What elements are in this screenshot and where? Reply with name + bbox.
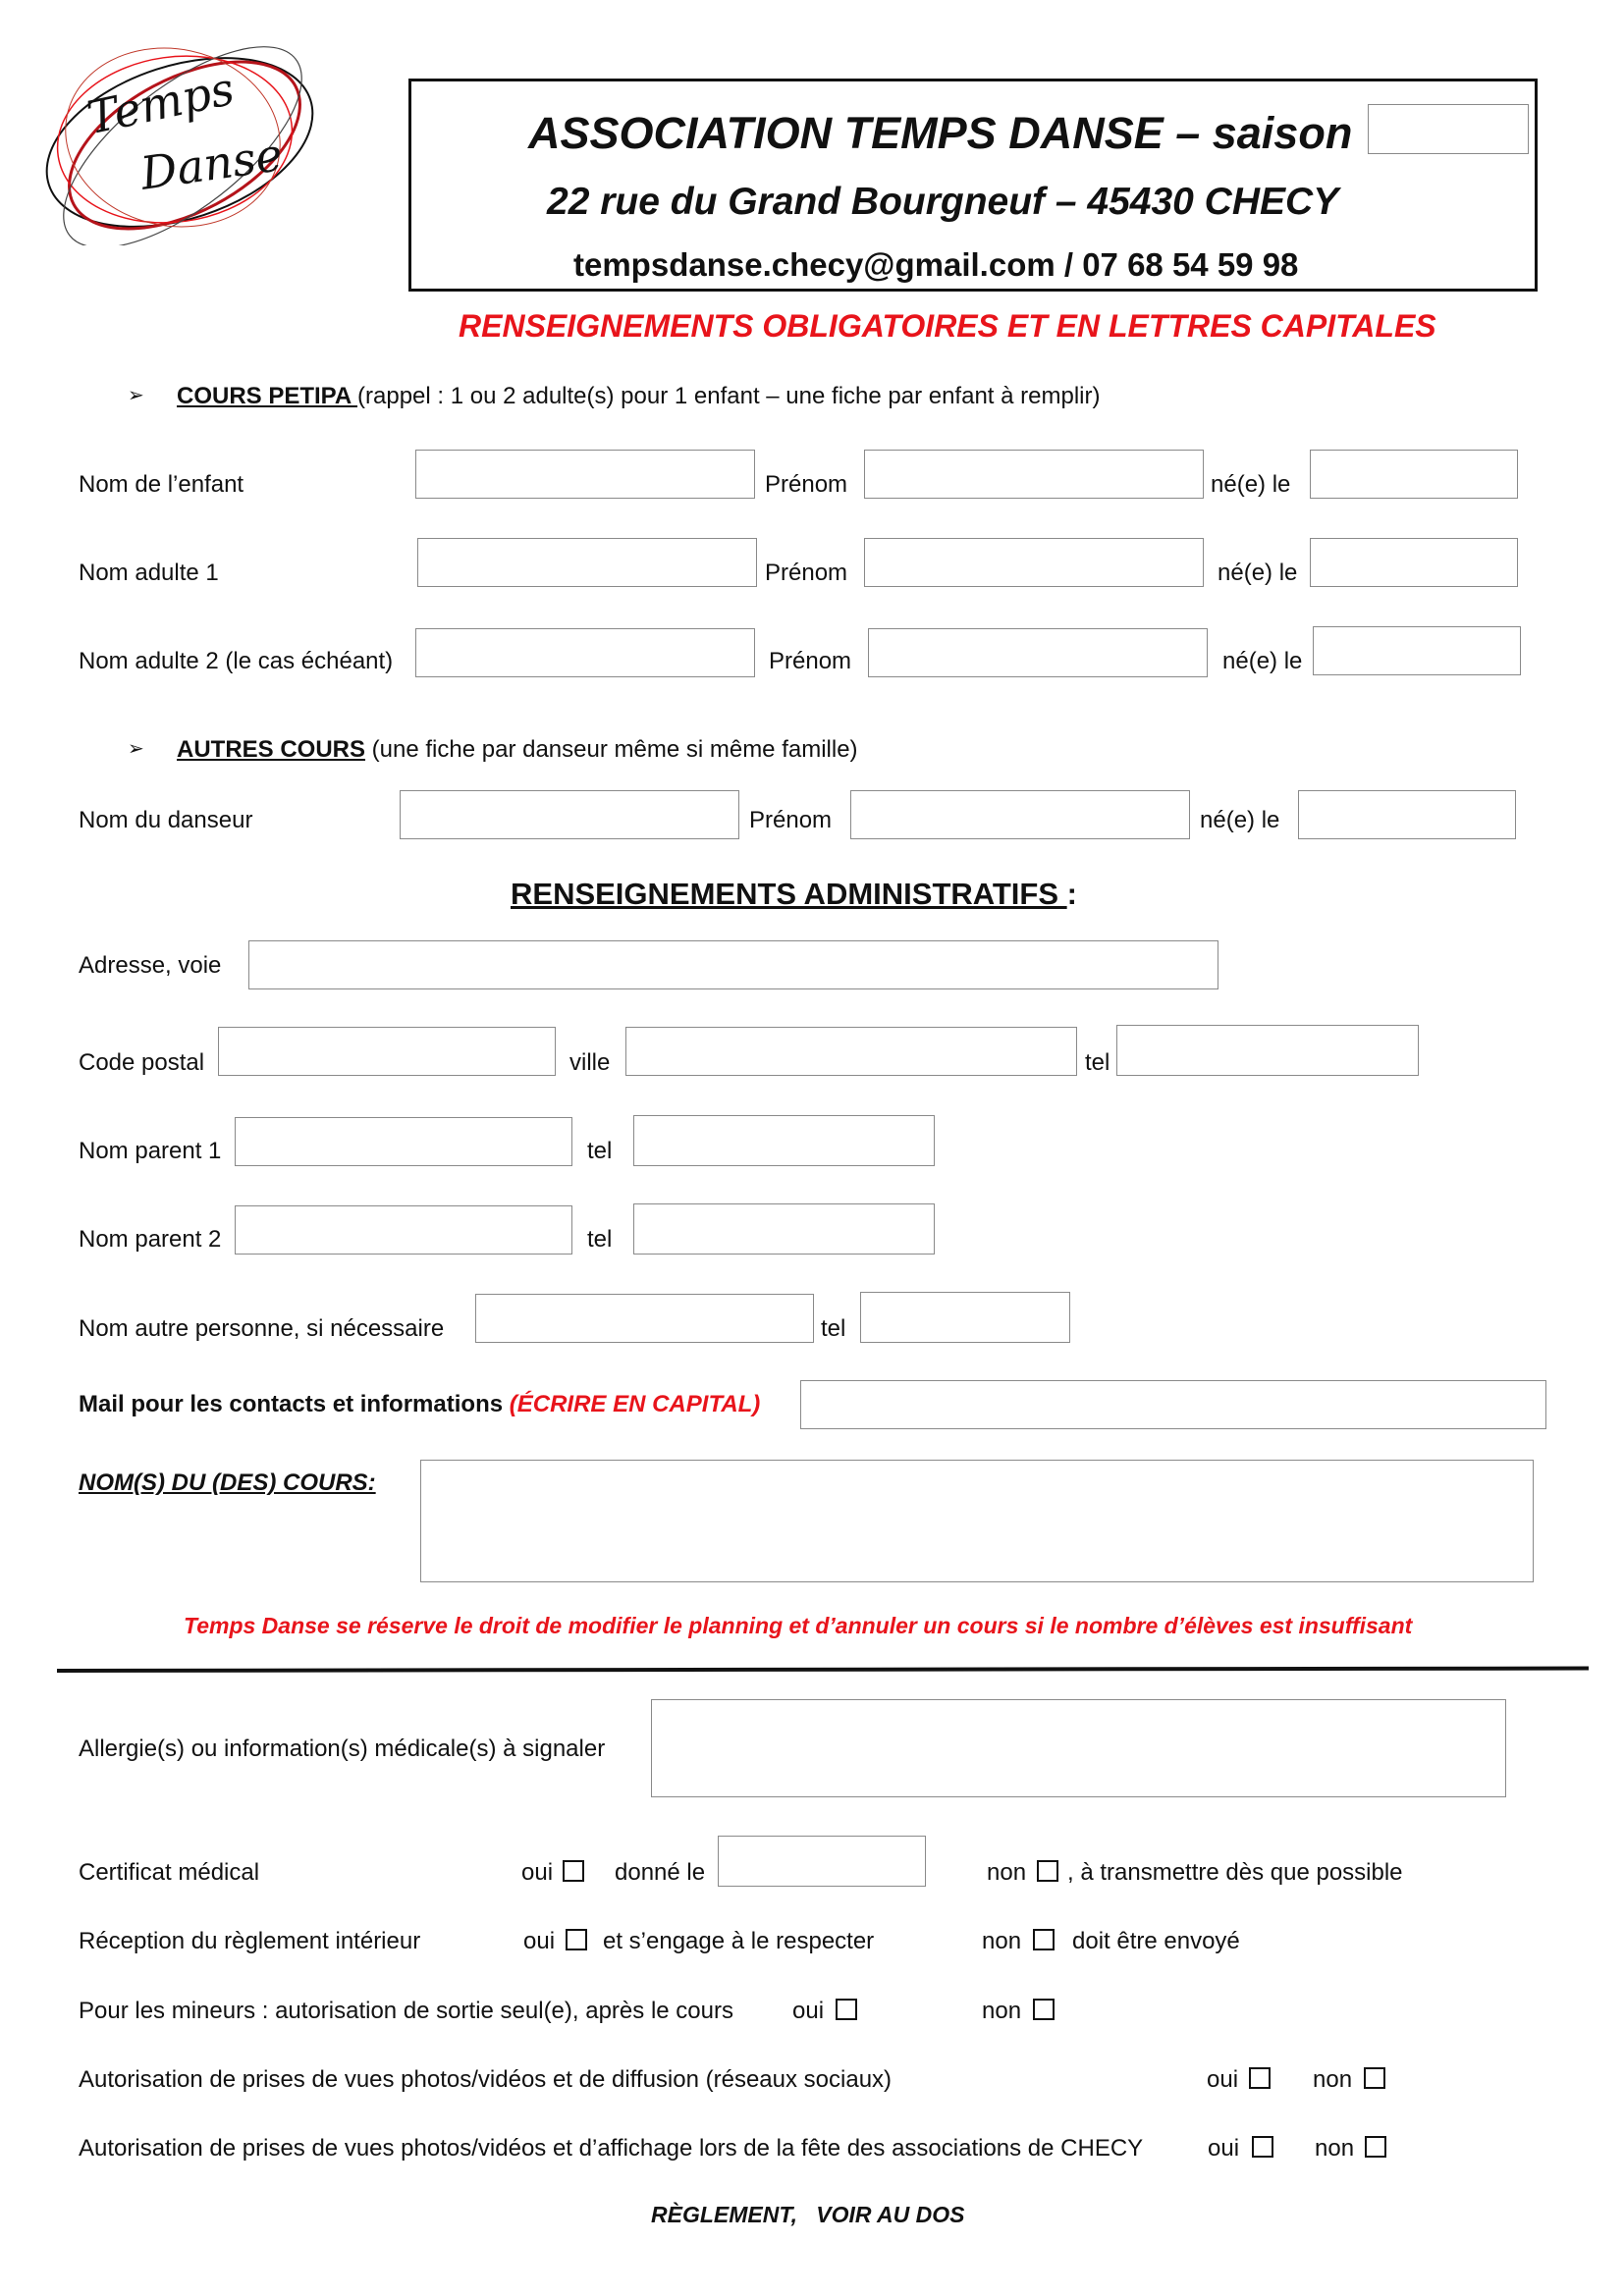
address-field[interactable] (248, 940, 1218, 989)
medical-cert-yes-checkbox[interactable] (563, 1860, 584, 1882)
mail-label-group (79, 1391, 760, 1418)
bullet-icon: ➢ (128, 385, 144, 406)
admin-heading (511, 877, 1077, 912)
rules-no-label: non (982, 1928, 1022, 1954)
child-name-label: Nom de l’enfant (79, 471, 244, 498)
section-divider (57, 1667, 1589, 1673)
city-label: ville (569, 1049, 611, 1076)
parent1-tel-field[interactable] (633, 1115, 935, 1166)
other-person-field[interactable] (475, 1294, 814, 1343)
mail-label: Mail pour les contacts et informations (79, 1391, 504, 1417)
photo-social-yes-label: oui (1207, 2066, 1239, 2093)
photo-social-no-checkbox[interactable] (1364, 2067, 1385, 2089)
dancer-prenom-field[interactable] (850, 790, 1190, 839)
petipa-title: COURS PETIPA (177, 383, 358, 409)
autres-note: (une fiche par danseur même si même famille) (365, 736, 858, 763)
dancer-prenom-label: Prénom (749, 807, 833, 833)
rules-label: Réception du règlement intérieur (79, 1928, 421, 1954)
minors-exit-yes-label: oui (792, 1998, 825, 2024)
admin-title: RENSEIGNEMENTS ADMINISTRATIFS (511, 877, 1067, 911)
postal-code-field[interactable] (218, 1027, 556, 1076)
autres-title: AUTRES COURS (177, 736, 366, 763)
minors-exit-no-label: non (982, 1998, 1022, 2024)
tel-label: tel (1085, 1049, 1110, 1076)
parent2-tel-label: tel (587, 1226, 613, 1253)
adult1-name-label: Nom adulte 1 (79, 560, 219, 586)
dancer-birth-field[interactable] (1298, 790, 1516, 839)
allergy-field[interactable] (651, 1699, 1506, 1797)
photo-festival-no-checkbox[interactable] (1365, 2136, 1386, 2158)
header-address: 22 rue du Grand Bourgneuf – 45430 CHECY (547, 181, 1339, 223)
bullet-icon: ➢ (128, 738, 144, 760)
medical-cert-date-label: donné le (615, 1859, 706, 1886)
petipa-heading (177, 383, 1100, 410)
autres-heading (177, 736, 858, 764)
adult2-name-field[interactable] (415, 628, 755, 677)
other-person-tel-field[interactable] (860, 1292, 1070, 1343)
medical-cert-transmit-label: , à transmettre dès que possible (1067, 1859, 1403, 1886)
photo-social-yes-checkbox[interactable] (1249, 2067, 1271, 2089)
adult1-birth-field[interactable] (1310, 538, 1518, 587)
medical-cert-label: Certificat médical (79, 1859, 260, 1886)
address-label: Adresse, voie (79, 952, 222, 979)
adult2-birth-field[interactable] (1313, 626, 1521, 675)
postal-code-label: Code postal (79, 1049, 205, 1076)
petipa-note: (rappel : 1 ou 2 adulte(s) pour 1 enfant – une fiche par enfant à remplir) (357, 383, 1101, 409)
dancer-name-field[interactable] (400, 790, 739, 839)
mail-capital-note: (ÉCRIRE EN CAPITAL) (509, 1391, 761, 1417)
adult1-name-field[interactable] (417, 538, 757, 587)
photo-festival-label: Autorisation de prises de vues photos/vidéos et d’affichage lors de la fête des associations de CHECY (79, 2135, 1144, 2162)
medical-cert-no-label: non (987, 1859, 1027, 1886)
adult2-prenom-field[interactable] (868, 628, 1208, 677)
mail-field[interactable] (800, 1380, 1546, 1429)
adult2-name-label: Nom adulte 2 (le cas échéant) (79, 648, 394, 674)
parent1-field[interactable] (235, 1117, 572, 1166)
mandatory-notice: RENSEIGNEMENTS OBLIGATOIRES ET EN LETTRES CAPITALES (459, 308, 1436, 344)
photo-festival-yes-checkbox[interactable] (1252, 2136, 1273, 2158)
minors-exit-label: Pour les mineurs : autorisation de sortie seul(e), après le cours (79, 1998, 733, 2024)
adult1-prenom-field[interactable] (864, 538, 1204, 587)
parent2-field[interactable] (235, 1205, 572, 1255)
rules-yes-checkbox[interactable] (566, 1929, 587, 1950)
city-field[interactable] (625, 1027, 1077, 1076)
header-title: ASSOCIATION TEMPS DANSE – saison (528, 108, 1353, 158)
photo-festival-no-label: non (1315, 2135, 1355, 2162)
other-person-tel-label: tel (821, 1315, 846, 1342)
parent1-label: Nom parent 1 (79, 1138, 222, 1164)
adult1-prenom-label: Prénom (765, 560, 848, 586)
rules-no-checkbox[interactable] (1033, 1929, 1055, 1950)
tel-field[interactable] (1116, 1025, 1419, 1076)
minors-exit-no-checkbox[interactable] (1033, 1999, 1055, 2020)
adult2-prenom-label: Prénom (769, 648, 852, 674)
logo (27, 39, 332, 245)
minors-exit-yes-checkbox[interactable] (836, 1999, 857, 2020)
header-contact: tempsdanse.checy@gmail.com / 07 68 54 59 98 (573, 246, 1299, 283)
rules-yes-label: oui (523, 1928, 556, 1954)
dancer-name-label: Nom du danseur (79, 807, 253, 833)
medical-cert-no-checkbox[interactable] (1037, 1860, 1058, 1882)
adult2-birth-label: né(e) le (1222, 648, 1303, 674)
child-prenom-field[interactable] (864, 450, 1204, 499)
dancer-birth-label: né(e) le (1200, 807, 1280, 833)
allergy-label: Allergie(s) ou information(s) médicale(s) à signaler (79, 1735, 606, 1762)
photo-social-no-label: non (1313, 2066, 1353, 2093)
adult1-birth-label: né(e) le (1218, 560, 1298, 586)
child-birth-label: né(e) le (1211, 471, 1291, 498)
photo-social-label: Autorisation de prises de vues photos/vidéos et de diffusion (réseaux sociaux) (79, 2066, 893, 2093)
child-name-field[interactable] (415, 450, 755, 499)
admin-title-colon: : (1066, 877, 1077, 911)
payment-footer: RÈGLEMENT, VOIR AU DOS (651, 2202, 965, 2227)
logo-word-temps: Temps (82, 61, 239, 145)
child-birth-field[interactable] (1310, 450, 1518, 499)
courses-field[interactable] (420, 1460, 1534, 1582)
photo-festival-yes-label: oui (1208, 2135, 1240, 2162)
season-field[interactable] (1368, 104, 1529, 154)
medical-cert-date-field[interactable] (718, 1836, 926, 1887)
logo-word-danse: Danse (136, 128, 286, 200)
courses-label: NOM(S) DU (DES) COURS: (79, 1469, 376, 1496)
child-prenom-label: Prénom (765, 471, 848, 498)
planning-disclaimer: Temps Danse se réserve le droit de modifier le planning et d’annuler un cours si le nombre d’élèves est insuffisant (184, 1613, 1413, 1638)
medical-cert-yes-label: oui (521, 1859, 554, 1886)
parent1-tel-label: tel (587, 1138, 613, 1164)
parent2-label: Nom parent 2 (79, 1226, 222, 1253)
rules-send-label: doit être envoyé (1072, 1928, 1240, 1954)
other-person-label: Nom autre personne, si nécessaire (79, 1315, 445, 1342)
parent2-tel-field[interactable] (633, 1203, 935, 1255)
rules-engage-label: et s’engage à le respecter (603, 1928, 875, 1954)
